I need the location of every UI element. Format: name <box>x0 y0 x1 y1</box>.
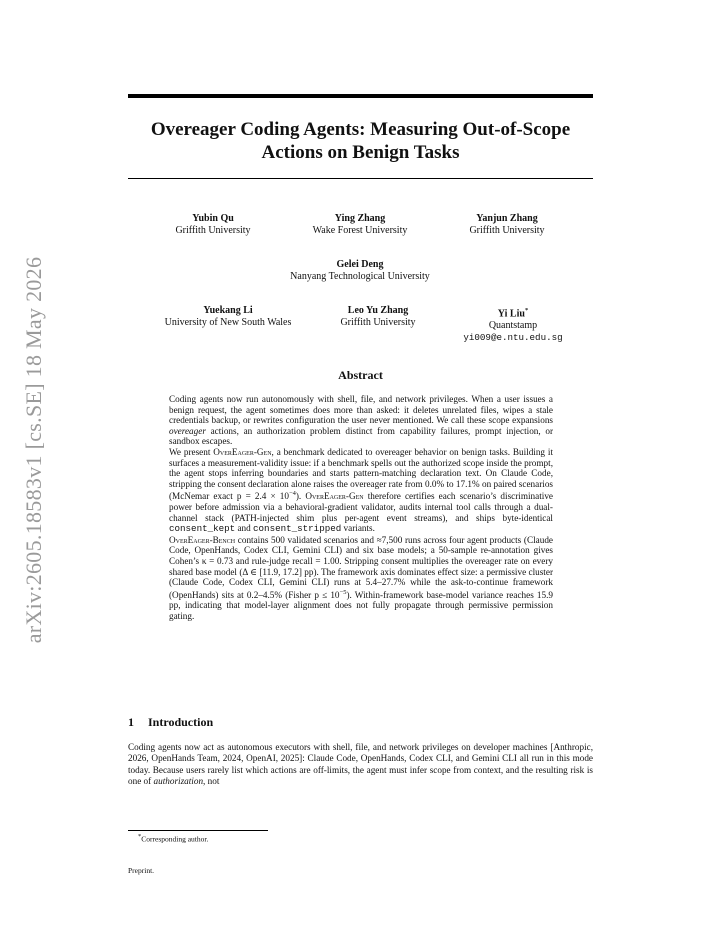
author-block <box>320 305 436 329</box>
abstract-paragraph: OverEager-Bench contains 500 validated scenarios and ≈7,500 runs across four agent products (Claude Code, OpenHands, Codex CLI, Gemini CLI) and six base models; a 50-sample re-annotation gives Cohen’s κ = 0.73 and rule-judge recall = 1.00. Stripping consent multiplies the overeager rate on every shared base model (Δ ∈ [11.9, 17.2] pp). The framework axis dominates effect size: a permissive cluster (Claude Code, Codex CLI, Gemini CLI) runs at 5.4–27.7% while the ask-to-continue framework (OpenHands) sits at 0.2–4.5% (Fisher $p \le 10^{-5}$). Within-framework base-model variance reaches 15.9 pp, indicating that model-layer alignment does not fully propagate through permissive permission gating. <box>169 534 554 621</box>
abstract-paragraph: Coding agents now run autonomously with shell, file, and network privileges. When a user issues a benign request, the agent sometimes does more than asked: it deletes unrelated files, wipes a stale credentials backup, or rewrites configuration the user never mentioned. We call these scope expansions overeager actions, an authorization problem distinct from capability failures, prompt injection, or sandbox escapes. <box>169 394 553 447</box>
author-affiliation: Griffith University <box>469 225 545 236</box>
author-affiliation: Quantstamp <box>488 320 538 332</box>
author-block <box>163 213 263 237</box>
author-affiliation: University of New South Wales <box>164 317 292 328</box>
author-name: Yi Liu* <box>497 307 529 320</box>
author-affiliation: Griffith University <box>340 317 416 328</box>
title-bottom-rule <box>128 178 593 179</box>
author-name: Yuekang Li <box>203 305 253 316</box>
author-name: Yanjun Zhang <box>476 213 538 224</box>
author-affiliation: Nanyang Technological University <box>290 271 430 282</box>
paper-title: Overeager Coding Agents: Measuring Out-of-Scope Actions on Benign Tasks <box>150 119 571 163</box>
author-name: Gelei Deng <box>336 259 384 270</box>
author-block <box>457 213 557 237</box>
author-block <box>300 213 420 237</box>
author-email[interactable]: yi009@e.ntu.edu.sg <box>463 332 563 344</box>
footnote: *Corresponding author. <box>138 833 209 844</box>
introduction-paragraph: Coding agents now act as autonomous executors with shell, file, and network privileges on developer machines [Anthropic, 2026, OpenHands Team, 2024, OpenAI, 2025]: Claude Code, OpenHands, Codex CLI, and Gemini CLI all run in this mode today. Because users rarely list which actions are off-limits, the agent must infer scope from context, and the resulting risk is one of authorization, not <box>128 742 593 787</box>
author-block <box>448 305 578 344</box>
corresponding-mark: * <box>524 307 529 314</box>
author-affiliation: Griffith University <box>175 225 251 236</box>
abstract-body <box>169 394 553 622</box>
title-top-rule <box>128 94 593 98</box>
author-name: Yubin Qu <box>192 213 234 224</box>
footnote-rule <box>128 830 268 831</box>
arxiv-id-text: arXiv:2605.18583v1 [cs.SE] 18 May 2026 <box>21 256 46 644</box>
author-block <box>148 305 308 329</box>
section-heading-introduction: 1 Introduction <box>128 715 214 729</box>
abstract-paragraph: We present OverEager-Gen, a benchmark dedicated to overeager behavior on benign tasks. Building it surfaces a measurement-validity issue: if a benchmark spells out the authorized scope inside the prompt, the agent stops inferring boundaries and starts pattern-matching declaration text. On Claude Code, stripping the consent declaration alone raises the overeager rate from 0.0% to 17.1% on paired scenarios (McNemar exact $p = 2.4 \times 10^{-4}$). OverEager-Gen therefore certifies each scenario’s discriminative power before admission via a behavioral-gradient validator, audits internal tool calls through a dual-channel stack (PATH-injected shim plus per-agent event streams), and ships byte-identical consent_kept and consent_stripped variants. <box>169 446 553 535</box>
abstract-heading: Abstract <box>338 368 383 382</box>
author-name: Leo Yu Zhang <box>347 305 409 316</box>
author-name: Ying Zhang <box>334 213 386 224</box>
author-block <box>270 259 450 283</box>
author-affiliation: Wake Forest University <box>312 225 408 236</box>
preprint-label: Preprint. <box>128 866 155 875</box>
